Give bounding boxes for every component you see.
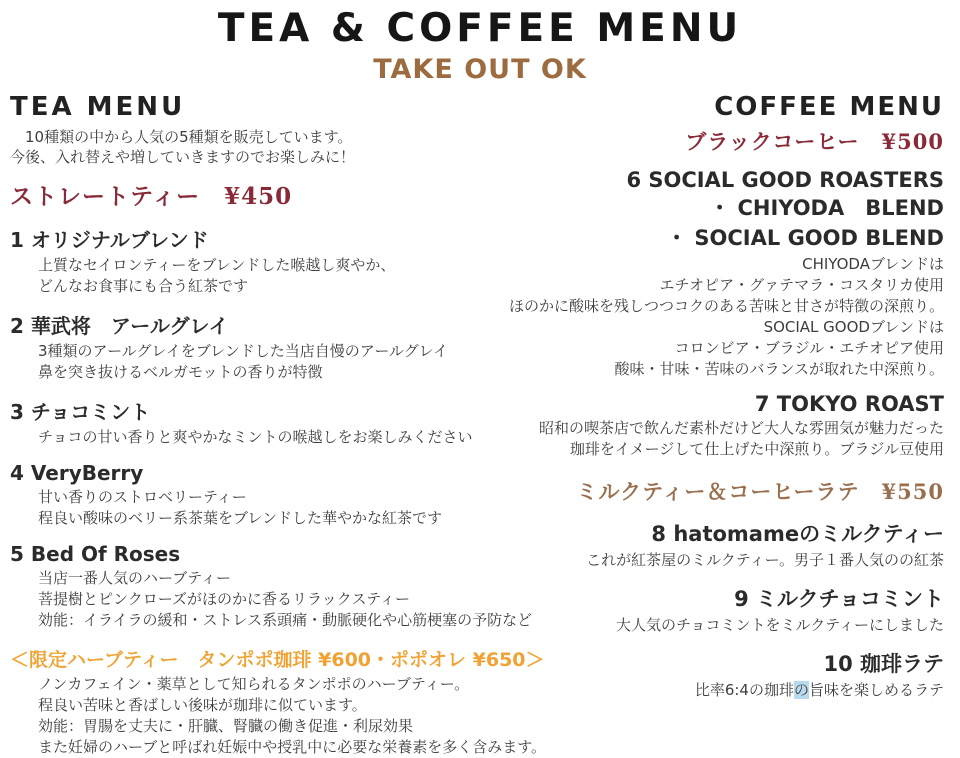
coffee-item-desc <box>476 615 944 636</box>
menu-header <box>0 6 960 85</box>
coffee-item-title: 8 hatomameのミルクティー <box>651 522 944 546</box>
desc-line: 上質なセイロンティーをブレンドした喉越し爽やか、 <box>38 255 396 274</box>
coffee-item-title: 6 SOCIAL GOOD ROASTERS <box>626 168 944 192</box>
coffee-menu-column <box>476 92 944 701</box>
coffee-item-7 <box>476 392 944 460</box>
limited-herb-tea-heading: ＜限定ハーブティー タンポポ珈琲 ¥600・ポポオレ ¥650＞ <box>10 648 545 671</box>
tea-item-5 <box>10 542 550 631</box>
coffee-item-desc <box>476 254 944 380</box>
desc-line: ノンカフェイン・薬草として知られるタンポポのハーブティー。 <box>38 674 470 693</box>
desc-line: 程良い苦味と香ばしい後味が珈琲に似ています。 <box>38 695 367 714</box>
tea-intro-line-1: 10種類の中から人気の5種類を販売しています。 <box>10 128 353 146</box>
desc-line: また妊婦のハーブと呼ばれ妊娠中や授乳中に必要な栄養素を多く含みます。 <box>38 737 547 756</box>
desc-line: 効能：胃腸を丈夫に・肝臓、腎臓の働き促進・利尿効果 <box>38 716 414 735</box>
desc-line: これが紅茶屋のミルクティー。男子１番人気のの紅茶 <box>586 551 944 569</box>
tea-item-4 <box>10 461 550 529</box>
tea-item-1 <box>10 224 550 297</box>
coffee-item-desc <box>476 418 944 460</box>
highlighted-text: の <box>793 681 809 699</box>
desc-line: 甘い香りのストロベリーティー <box>38 487 247 506</box>
tea-item-title: 4 VeryBerry <box>10 460 144 485</box>
tea-intro-line-2: 今後、入れ替えや増していきますのでお楽しみに！ <box>10 148 356 167</box>
coffee-menu-heading: COFFEE MENU <box>714 92 944 122</box>
desc-line: エチオピア・グァテマラ・コスタリカ使用 <box>659 276 944 294</box>
tea-item-2 <box>10 310 550 383</box>
tea-item-desc <box>38 341 550 383</box>
coffee-item-title-line: ・ CHIYODA BLEND <box>709 196 944 220</box>
coffee-item-title-line: ・ SOCIAL GOOD BLEND <box>666 226 944 250</box>
tea-item-3 <box>10 396 550 448</box>
desc-text: 比率6:4の珈琲 <box>694 681 794 699</box>
desc-line: どんなお食事にも合う紅茶です <box>38 276 249 295</box>
page-title: TEA & COFFEE MENU <box>217 6 743 51</box>
coffee-item-9 <box>476 583 944 636</box>
coffee-item-8 <box>476 518 944 571</box>
desc-line: 効能：イライラの緩和・ストレス系頭痛・動脈硬化や心筋梗塞の予防など <box>38 610 533 629</box>
coffee-item-10 <box>476 648 944 701</box>
limited-herb-tea-block <box>10 645 550 758</box>
desc-line: 当店一番人気のハーブティー <box>38 568 232 587</box>
coffee-item-desc <box>476 550 944 571</box>
desc-line: コロンビア・ブラジル・エチオピア使用 <box>674 339 944 357</box>
desc-line: SOCIAL GOODブレンドは <box>763 318 944 336</box>
desc-line: 鼻を突き抜けるベルガモットの香りが特徴 <box>38 362 323 381</box>
desc-line: 珈琲をイメージして仕上げた中深煎り。ブラジル豆使用 <box>569 440 944 458</box>
tea-item-desc <box>38 487 550 529</box>
black-coffee-section-heading: ブラックコーヒー ¥500 <box>685 129 944 154</box>
coffee-item-title: 10 珈琲ラテ <box>823 652 944 676</box>
desc-line: 3種類のアールグレイをブレンドした当店自慢のアールグレイ <box>38 341 448 360</box>
milk-tea-latte-section-heading: ミルクティー＆コーヒーラテ ¥550 <box>576 479 944 504</box>
desc-line: 酸味・甘味・苦味のバランスが取れた中深煎り。 <box>614 360 944 378</box>
tea-menu-heading: TEA MENU <box>10 92 186 122</box>
takeout-subtitle: TAKE OUT OK <box>373 54 587 85</box>
tea-item-title: 2 華武将 アールグレイ <box>10 313 229 338</box>
coffee-item-title: 7 TOKYO ROAST <box>754 392 944 416</box>
desc-line: 昭和の喫茶店で飲んだ素朴だけど大人な雰囲気が魅力だった <box>538 419 944 437</box>
tea-item-desc <box>38 568 550 631</box>
desc-line: CHIYODAブレンドは <box>802 255 944 273</box>
tea-item-desc <box>38 427 550 448</box>
tea-item-desc <box>38 255 550 297</box>
coffee-item-title: 9 ミルクチョコミント <box>734 587 944 611</box>
coffee-item-desc <box>476 680 944 701</box>
tea-item-title: 3 チョコミント <box>10 399 151 424</box>
coffee-item-6 <box>476 168 944 380</box>
desc-line: ほのかに酸味を残しつつコクのある苦味と甘さが特徴の深煎り。 <box>508 297 944 315</box>
straight-tea-section-heading: ストレートティー ¥450 <box>10 182 293 210</box>
desc-text: 旨味を楽しめるラテ <box>808 681 944 699</box>
desc-line: チョコの甘い香りと爽やかなミントの喉越しをお楽しみください <box>38 427 473 446</box>
desc-line: 大人気のチョコミントをミルクティーにしました <box>615 616 944 634</box>
tea-item-title: 5 Bed Of Roses <box>10 541 181 566</box>
desc-line: 菩提樹とピンクローズがほのかに香るリラックスティー <box>38 589 411 608</box>
tea-menu-column <box>10 92 550 758</box>
tea-intro <box>10 127 550 168</box>
desc-line: 程良い酸味のベリー系茶葉をブレンドした華やかな紅茶です <box>38 508 443 527</box>
limited-herb-tea-desc <box>38 674 550 758</box>
tea-item-title: 1 オリジナルブレンド <box>10 227 209 252</box>
